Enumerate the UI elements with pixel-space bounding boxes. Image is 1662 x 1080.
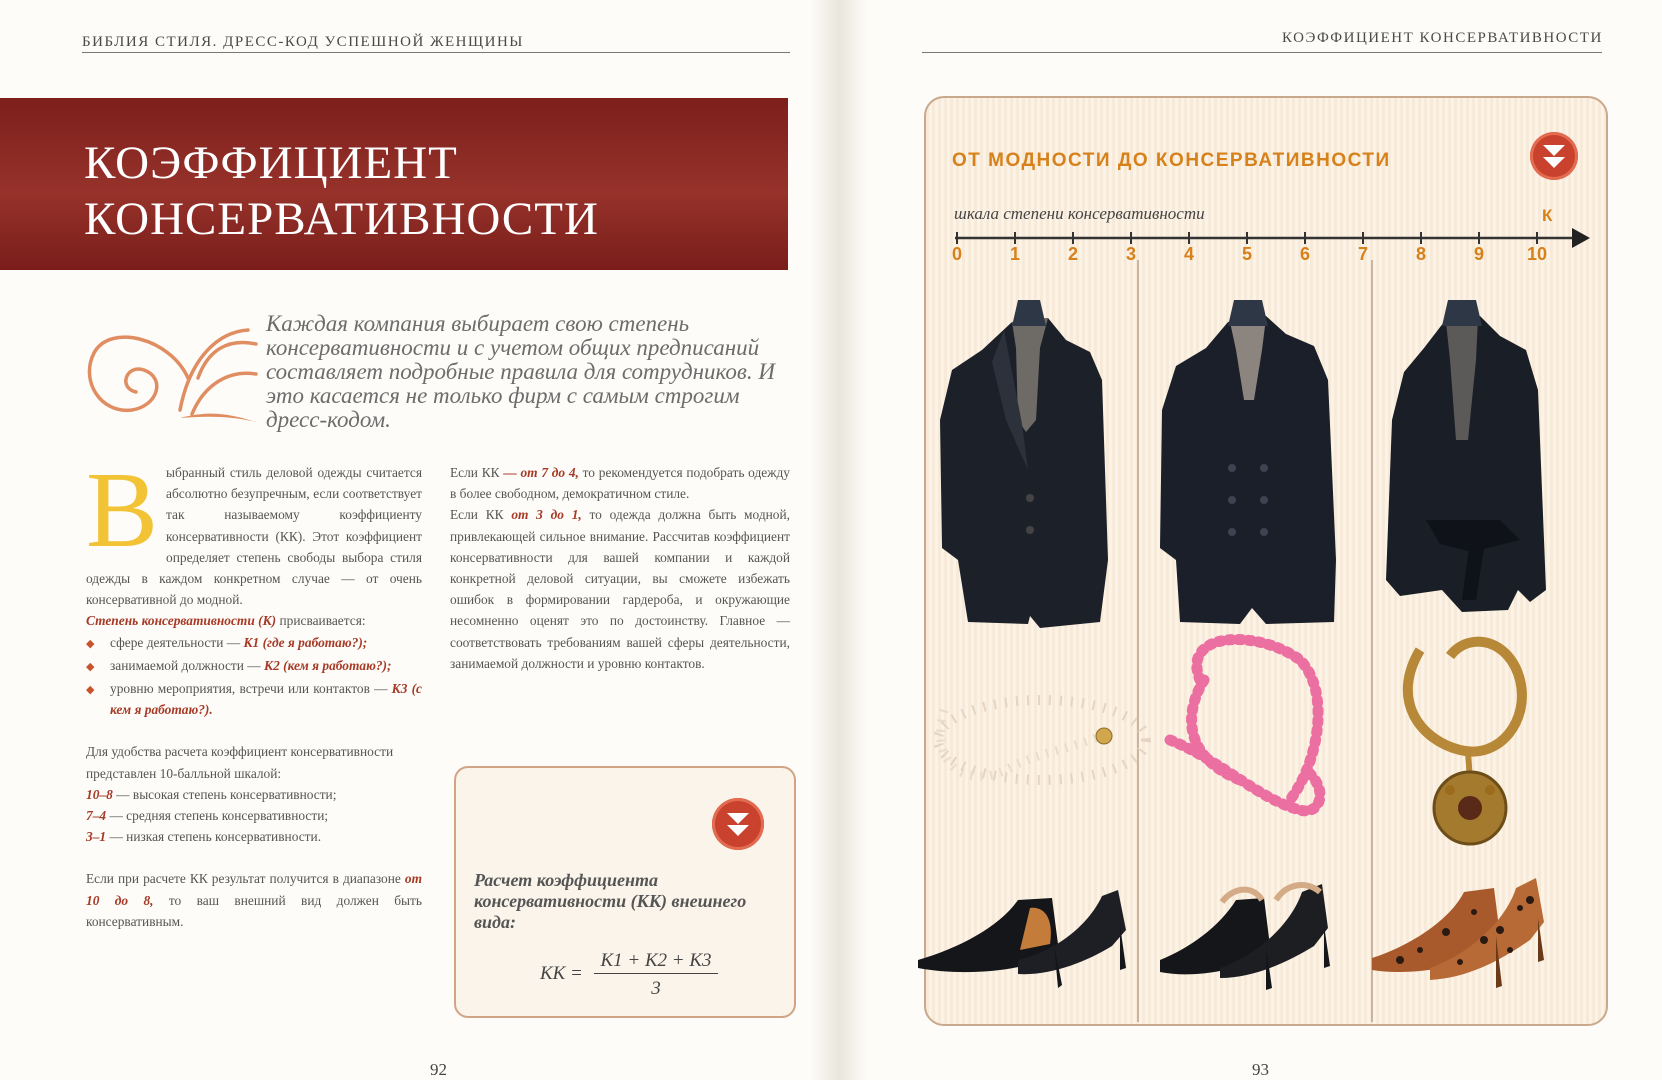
tick-label-7: 7 — [1357, 244, 1368, 264]
tick-label-3: 3 — [1125, 244, 1136, 264]
black-wrap-jacket — [1386, 300, 1546, 612]
diamond-bullet-icon: ◆ — [86, 684, 95, 697]
leopard-print-pumps — [1372, 878, 1544, 988]
axis-letter-k: К — [1542, 206, 1553, 225]
page-number-left: 92 — [430, 1060, 447, 1079]
lead-paragraph: Каждая компания выбирает свою степень консервативности и с учетом общих предписаний составляет подробные правила для сотрудников. И это касается не только фирм с самым строгим дресс-кодом. — [266, 311, 775, 432]
chapter-title-line1: КОЭФФИЦИЕНТ — [84, 137, 458, 189]
col2-p2-b: то одежда должна быть модной, привлекающей сильное внимание. Рассчитав коэффициент консервативности для вашей компании и каждой конкретной деловой ситуации, вы сможете избежать ошибок в формировании гардероба, и окружающие несомненно оценят это по достоинству. Главное — соответствовать требованиям вашей сферы деятельности, занимаемой должности и уровню контактов. — [450, 507, 791, 671]
pink-bead-necklace — [1170, 640, 1320, 811]
running-head-right: КОЭФФИЦИЕНТ КОНСЕРВАТИВНОСТИ — [1282, 30, 1603, 46]
scale-label: шкала степени консервативности — [954, 204, 1205, 223]
tick-label-6: 6 — [1299, 244, 1310, 264]
diamond-bullet-icon: ◆ — [86, 637, 95, 650]
formula-box-title: Расчет коэффициента консервативности (КК) внешнего вида: — [474, 870, 747, 932]
tick-label-10: 10 — [1526, 244, 1548, 264]
col1-paragraph-2-rest: присваивается: — [276, 613, 366, 629]
col1-paragraph-3: Для удобства расчета коэффициент консервативности представлен 10-балльной шкалой: — [86, 744, 394, 781]
page-number-right: 93 — [1252, 1060, 1269, 1079]
gold-chain-medallion-necklace — [1408, 642, 1522, 844]
col2-p1-a: Если КК — [450, 465, 504, 480]
col2-p1-b: то рекомендуется подобрать одежду в более свободном, демократичном стиле. — [450, 465, 790, 502]
formula-lhs: КК = — [540, 963, 583, 984]
scale-low-text: — низкая степень консервативности. — [106, 829, 322, 845]
tick-label-0: 0 — [951, 244, 962, 264]
black-pumps — [918, 890, 1126, 988]
black-double-breasted-jacket — [1160, 300, 1336, 624]
scale-high-range: 10–8 — [86, 786, 113, 802]
col2-p2-a: Если КК — [450, 507, 512, 523]
formula-denominator: 3 — [651, 978, 661, 999]
tick-label-9: 9 — [1473, 244, 1484, 264]
pearl-necklace — [938, 700, 1146, 780]
scale-medium-text: — средняя степень консервативности; — [106, 808, 329, 824]
bullet-2-text: занимаемой должности — — [110, 657, 265, 673]
col1-p4-b: то ваш внешний вид должен быть консервативным. — [86, 892, 422, 929]
col2-p1-emphasis: — от 7 до 4, — [503, 465, 579, 480]
tick-label-4: 4 — [1183, 244, 1194, 264]
drop-cap: В — [86, 451, 159, 570]
col1-paragraph-1: ыбранный стиль деловой одежды считается абсолютно безупречным, если соответствует так называемому коэффициенту консервативности (КК). Этот коэффициент определяет степень свободы выбора стиля одежды в каждом конкретном случае — от очень консервативной до модной. — [86, 465, 422, 608]
col2-p2-emphasis: от 3 до 1, — [511, 507, 582, 523]
scale-high-text: — высокая степень консервативности; — [112, 786, 337, 802]
bullet-2-emphasis: К2 (кем я работаю?); — [264, 657, 392, 673]
col1-p4-a: Если при расчете КК результат получится в диапазоне — [86, 871, 405, 887]
tick-label-1: 1 — [1009, 244, 1020, 264]
diamond-bullet-icon: ◆ — [86, 660, 95, 673]
panel-title: ОТ МОДНОСТИ ДО КОНСЕРВАТИВНОСТИ — [952, 150, 1391, 171]
tick-label-5: 5 — [1241, 244, 1252, 264]
bullet-1-text: сфере деятельности — — [110, 634, 244, 650]
bullet-3-emphasis: К3 (с кем я работаю?). — [110, 681, 422, 718]
col1-p4-emphasis: от 10 до 8, — [86, 871, 422, 908]
bullet-3-text: уровню мероприятия, встречи или контактов — — [110, 681, 392, 697]
black-mary-jane-shoes — [1160, 884, 1330, 990]
scale-low-range: 3–1 — [86, 829, 107, 845]
black-single-breasted-jacket — [940, 300, 1108, 628]
running-head-left: БИБЛИЯ СТИЛЯ. ДРЕСС-КОД УСПЕШНОЙ ЖЕНЩИНЫ — [82, 34, 524, 50]
bullet-1-emphasis: К1 (где я работаю?); — [243, 634, 368, 650]
scale-medium-range: 7–4 — [86, 808, 107, 824]
term-emphasis: Степень консервативности (К) — [86, 613, 277, 629]
formula-numerator: К1 + К2 + К3 — [594, 950, 718, 974]
tick-label-2: 2 — [1067, 244, 1078, 264]
chapter-title-line2: КОНСЕРВАТИВНОСТИ — [84, 193, 599, 245]
tick-label-8: 8 — [1415, 244, 1426, 264]
